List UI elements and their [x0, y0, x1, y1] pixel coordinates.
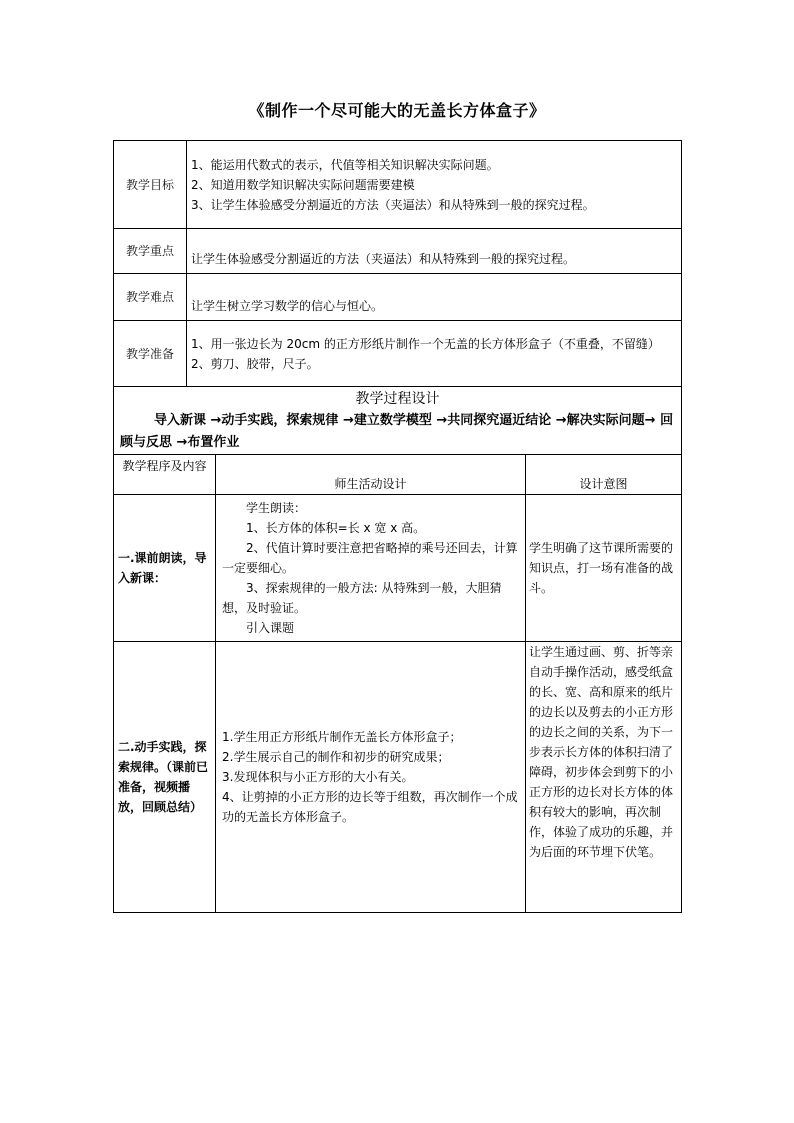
activity-line: 2、代值计算时要注意把省略掉的乘号还回去，计算一定要细心。	[222, 541, 518, 575]
process-cell	[114, 387, 682, 455]
stage-intent: 让学生通过画、剪、折等亲自动手操作活动，感受纸盒的长、宽、高和原来的纸片的边长以及剪去的小正方形的边长之间的关系，为下一步表示长方体的体积扫清了障碍，初步体会到剪下的小正方形的边长对长方体的体积有较大的影响，再次制作，体验了成功的乐趣，并为后面的环节埋下伏笔。	[526, 642, 682, 913]
activity-line: 引入课题	[246, 621, 295, 635]
key-points-row	[114, 229, 682, 274]
header-col-procedure: 教学程序及内容	[114, 455, 216, 495]
difficulties-row	[114, 274, 682, 321]
stage-name: 一.课前朗读，导入新课：	[114, 495, 216, 642]
activity-line: 2.学生展示自己的制作和初步的研究成果；	[222, 750, 450, 764]
key-points-content: 让学生体验感受分割逼近的方法（夹逼法）和从特殊到一般的探究过程。	[187, 229, 682, 274]
stage-name: 二.动手实践，探索规律。（课前已准备，视频播放，回顾总结）	[114, 642, 216, 913]
header-col-intent: 设计意图	[526, 455, 682, 495]
key-points-label: 教学重点	[114, 229, 187, 274]
lesson-plan-table	[113, 140, 681, 912]
activity-line: 1.学生用正方形纸片制作无盖长方体形盒子；	[222, 730, 462, 744]
header-col-activities: 师生活动设计	[216, 455, 526, 495]
process-row	[114, 387, 682, 455]
difficulties-content: 让学生树立学习数学的信心与恒心。	[187, 274, 682, 321]
preparation-label: 教学准备	[114, 321, 187, 387]
process-title: 教学过程设计	[355, 391, 440, 407]
objective-item: 3、让学生体验感受分割逼近的方法（夹逼法）和从特殊到一般的探究过程。	[191, 197, 595, 212]
stage-activities	[216, 642, 526, 913]
process-flow: 导入新课 →动手实践，探索规律 →建立数学模型 →共同探究逼近结论 →解决实际问题→ 回顾与反思 →布置作业	[120, 413, 674, 450]
preparation-row	[114, 321, 682, 387]
preparation-item: 1、用一张边长为 20cm 的正方形纸片制作一个无盖的长方体形盒子（不重叠，不留缝）	[191, 336, 660, 351]
stage-activities	[216, 495, 526, 642]
stage-intent: 学生明确了这节课所需要的知识点，打一场有准备的战斗。	[526, 495, 682, 642]
stage-row	[114, 642, 682, 913]
activity-line: 4、让剪掉的小正方形的边长等于组数，再次制作一个成功的无盖长方体形盒子。	[222, 790, 518, 824]
objectives-content	[187, 141, 682, 229]
stage-row	[114, 495, 682, 642]
preparation-content	[187, 321, 682, 387]
activity-line: 3.发现体积与小正方形的大小有关。	[222, 770, 414, 784]
activity-line: 3、探索规律的一般方法: 从特殊到一般，大胆猜想，及时验证。	[222, 581, 502, 615]
activity-line: 1、长方体的体积=长 x 宽 x 高。	[246, 521, 426, 535]
objectives-label: 教学目标	[114, 141, 187, 229]
activity-line: 学生朗读：	[246, 501, 307, 515]
preparation-item: 2、剪刀、胶带，尺子。	[191, 356, 319, 371]
objective-item: 1、能运用代数式的表示，代值等相关知识解决实际问题。	[191, 157, 499, 172]
table-header-row	[114, 455, 682, 495]
difficulties-label: 教学难点	[114, 274, 187, 321]
objective-item: 2、知道用数学知识解决实际问题需要建模	[191, 177, 415, 192]
document-title: 《制作一个尽可能大的无盖长方体盒子》	[248, 101, 546, 120]
objectives-row	[114, 141, 682, 229]
